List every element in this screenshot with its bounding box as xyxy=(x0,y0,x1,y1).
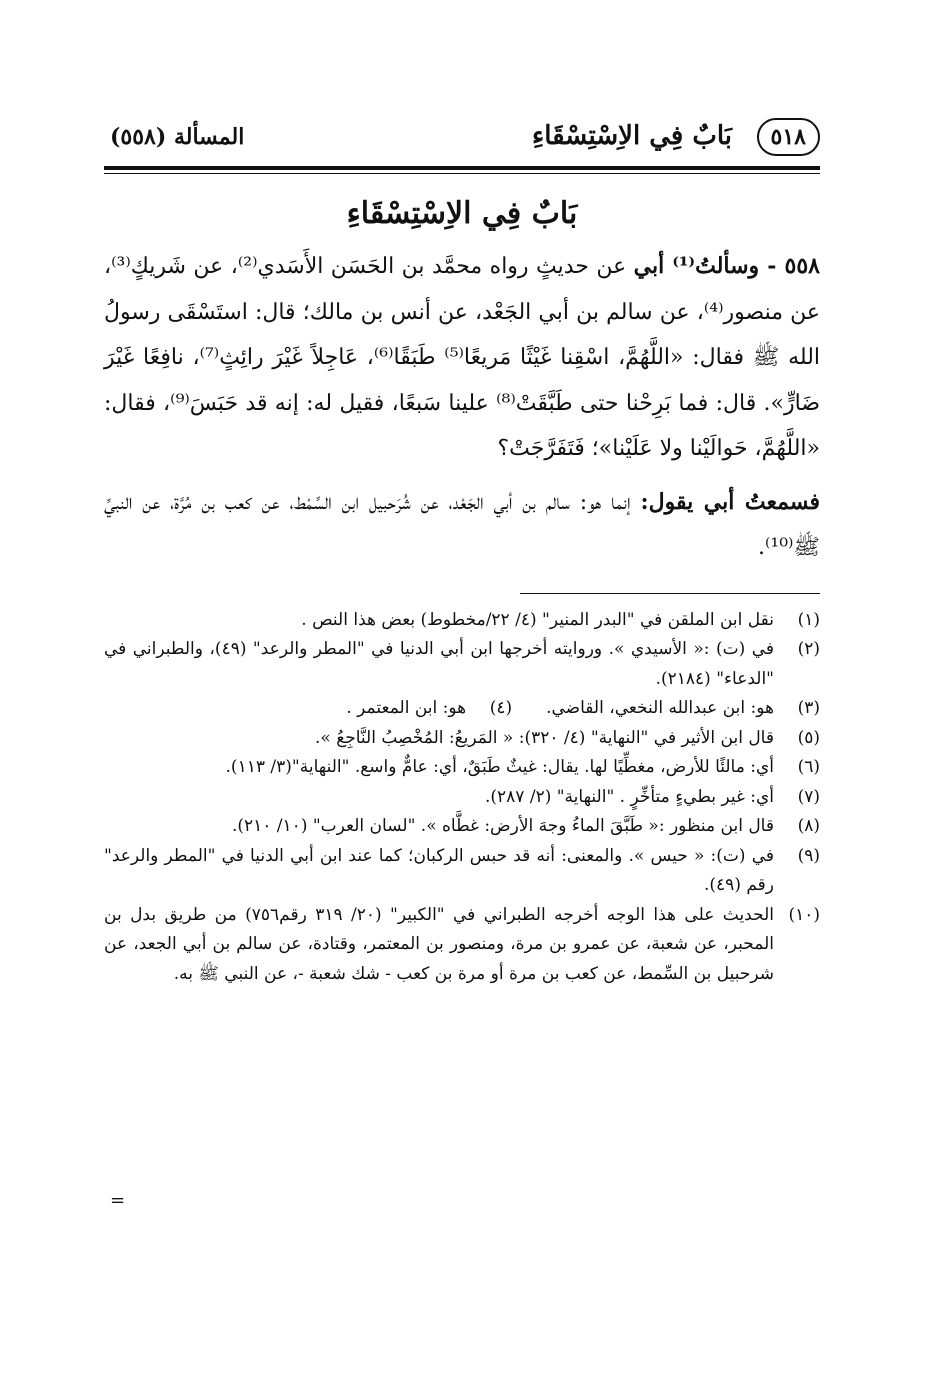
footnote xyxy=(104,635,820,694)
footnote xyxy=(104,783,820,813)
question-lead: ٥٥٨ - وسألتُ⁽¹⁾ أبي xyxy=(633,253,820,279)
answer-lead: فسمعتُ أبي يقول: xyxy=(640,488,820,515)
footnote xyxy=(104,724,820,754)
page-header xyxy=(104,118,820,164)
footnote xyxy=(104,753,820,783)
footnote-number: (٢) xyxy=(797,639,820,659)
page-number: ٥١٨ xyxy=(757,118,820,156)
footnote-number: (٥) xyxy=(797,727,820,748)
running-title: بَابٌ فِي الاِسْتِسْقَاءِ xyxy=(531,121,732,151)
footnote-text: هو: ابن المعتمر . xyxy=(346,698,467,718)
footnote-number: (١) xyxy=(797,609,820,630)
footnote xyxy=(346,694,512,724)
footnote-separator xyxy=(520,593,820,594)
footnote-number: (٤) xyxy=(489,698,513,718)
footnote-number: (٦) xyxy=(797,757,820,777)
footnote-text: في (ت) :« الأسيدي ». وروايته أخرجها ابن أبي الدنيا في "المطر والرعد" (٤٩)، والطبراني في "الدعاء" (٢١٨٤). xyxy=(104,639,774,689)
footnote xyxy=(546,694,820,724)
footnote-number: (٣) xyxy=(797,698,820,718)
footnote-text: أي: مالئًا للأرض، مغطِّيًا لها. يقال: غيثٌ طَبَقٌ، أي: عامٌّ واسع. "النهاية"(٣/ ١١٣). xyxy=(225,757,774,777)
footnote-text: في (ت): « حيس ». والمعنى: أنه قد حبس الركبان؛ كما عند ابن أبي الدنيا في "المطر والرعد" رقم (٤٩). xyxy=(104,845,774,895)
footnote xyxy=(104,901,820,990)
chapter-title: بَابٌ فِي الاِسْتِسْقَاءِ xyxy=(346,196,578,231)
footnote-number: (٩) xyxy=(797,845,820,866)
footnote-text: نقل ابن الملقن في "البدر المنير" (٤/ ٢٢/مخطوط) بعض هذا النص . xyxy=(301,609,774,630)
footnote-number: (٨) xyxy=(797,816,820,836)
continuation-mark: = xyxy=(110,1190,126,1211)
page xyxy=(104,118,820,989)
footnote-text: قال ابن الأثير في "النهاية" (٤/ ٣٢٠): « المَريعُ: المُخْصِبُ النَّاجِعُ ». xyxy=(314,727,774,748)
footnote-text: الحديث على هذا الوجه أخرجه الطبراني في "الكبير" (٢٠/ ٣١٩ رقم٧٥٦) من طريق بدل بن المحبر، عن شعبة، عن عمرو بن مرة، ومنصور بن المعتمر، وقتادة، عن سالم بن أبي الجعد، عن شرحبيل بن السِّمط، عن كعب بن مرة أو مرة بن كعب - شك شعبة -، عن النبي ﷺ به. xyxy=(104,904,774,984)
footnote-pair xyxy=(104,694,820,724)
header-rule xyxy=(104,166,820,174)
paragraph-2 xyxy=(104,480,820,571)
footnote xyxy=(104,812,820,842)
footnote-text: أي: غير بطيءٍ متأخِّرٍ . "النهاية" (٢/ ٢٨٧). xyxy=(484,786,774,807)
footnote-number: (٧) xyxy=(797,786,820,807)
footnote xyxy=(104,606,820,636)
answer-text: إنما هو: سالم بن أبي الجَعْد، عن شُرَحبيل ابن السِّمْط، عن كعب بن مُرَّة، عن النبيِّ ﷺ⁽¹⁰⁾. xyxy=(104,489,820,560)
footnotes xyxy=(104,606,820,990)
footnote-text: هو: ابن عبدالله النخعي، القاضي. xyxy=(546,698,774,718)
main-text xyxy=(104,244,820,571)
paragraph-1 xyxy=(104,244,820,472)
masala-number: المسألة (٥٥٨) xyxy=(110,124,245,150)
footnote-text: قال ابن منظور :« طَبَّقَ الماءُ وجهَ الأرض: غطَّاه ». "لسان العرب" (١٠/ ٢١٠). xyxy=(231,816,774,836)
footnote-number: (١٠) xyxy=(788,904,820,925)
question-text: عن حديثٍ رواه محمَّد بن الحَسَن الأَسَدي⁽²⁾، عن شَريكٍ⁽³⁾، عن منصور⁽⁴⁾، عن سالم بن أبي الجَعْد، عن أنس بن مالك؛ قال: استَسْقَى رسولُ الله ﷺ فقال: «اللَّهُمَّ، اسْقِنا غَيْثًا مَريعًا⁽⁵⁾ طَبَقًا⁽⁶⁾، عَاجِلاً غَيْرَ رائِثٍ⁽⁷⁾، نافِعًا غَيْرَ ضَارٍّ». قال: فما بَرِحْنا حتى طَبَّقَتْ⁽⁸⁾ علينا سَبعًا، فقيل له: إنه قد حَبَسَ⁽⁹⁾، فقال: «اللَّهُمَّ، حَوالَيْنا ولا عَلَيْنا»؛ فَتَفَرَّجَتْ؟ xyxy=(104,254,821,461)
footnote xyxy=(104,842,820,901)
